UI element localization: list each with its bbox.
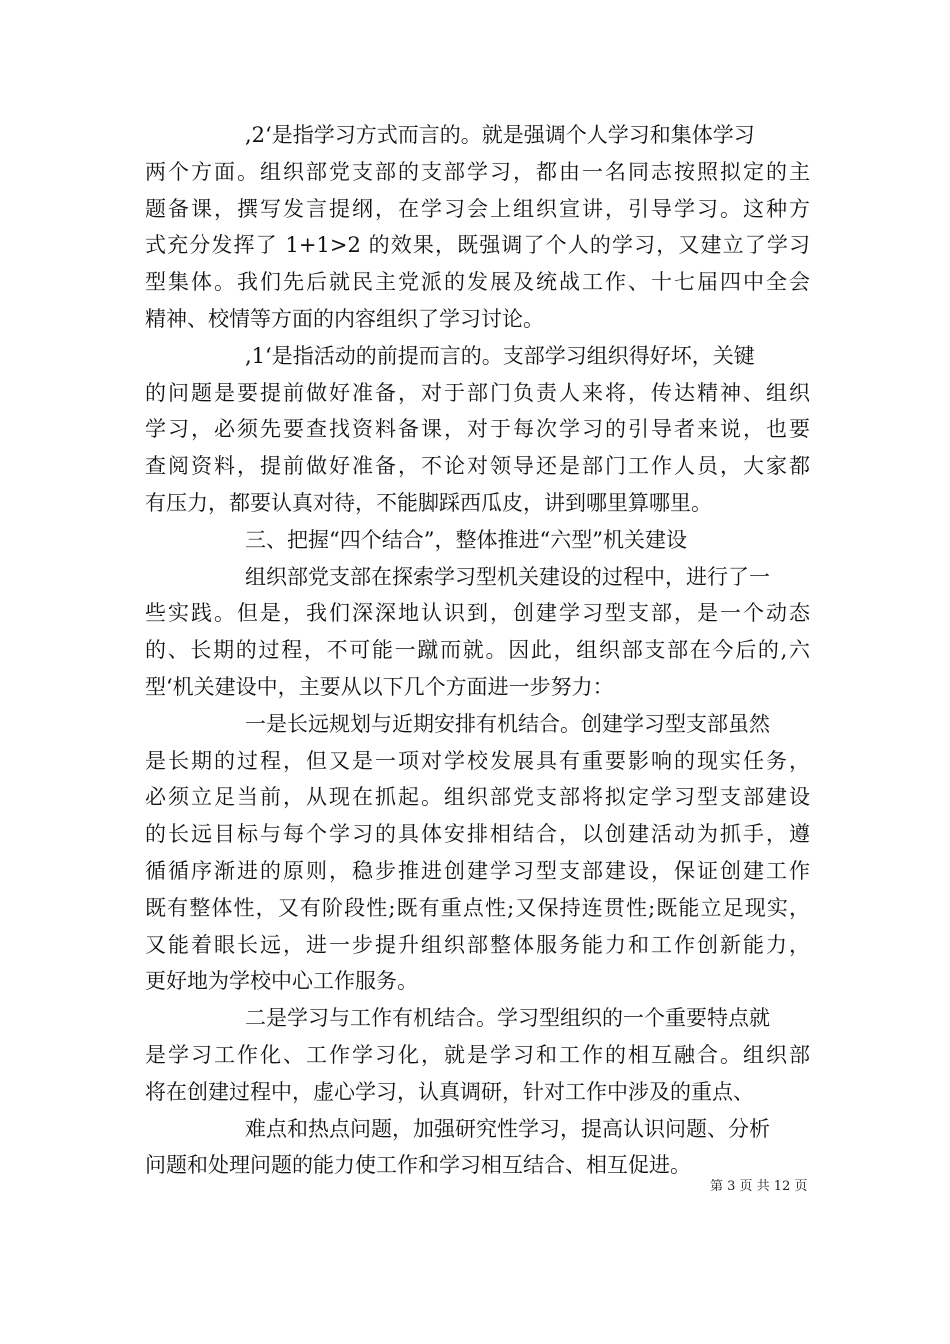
text-line: 三、把握“四个结合”，整体推进“六型”机关建设	[245, 527, 687, 552]
text-line: 些实践。但是，我们深深地认识到，创建学习型支部，是一个动态	[145, 601, 810, 626]
text-line: 更好地为学校中心工作服务。	[145, 969, 418, 994]
text-line: ,1‘是指活动的前提而言的。支部学习组织得好坏，关键	[245, 343, 755, 368]
text-line: 精神、校情等方面的内容组织了学习讨论。	[145, 306, 544, 331]
text-line: 问题和处理问题的能力使工作和学习相互结合、相互促进。	[145, 1153, 691, 1178]
text-line: 有压力，都要认真对待，不能脚踩西瓜皮，讲到哪里算哪里。	[145, 490, 712, 515]
text-line: 组织部党支部在探索学习型机关建设的过程中，进行了一	[245, 564, 770, 589]
text-line: 二是学习与工作有机结合。学习型组织的一个重要特点就	[245, 1006, 770, 1031]
text-line: 将在创建过程中，虚心学习，认真调研，针对工作中涉及的重点、	[145, 1079, 754, 1104]
page-number-footer: 第 3 页 共 12 页	[710, 1179, 808, 1194]
text-line: 的、长期的过程，不可能一蹴而就。因此，组织部支部在今后的,六	[145, 638, 810, 663]
text-line: 是长期的过程，但又是一项对学校发展具有重要影响的现实任务，	[145, 748, 810, 773]
text-line: 的问题是要提前做好准备，对于部门负责人来将，传达精神、组织	[145, 380, 810, 405]
text-line: 既有整体性，又有阶段性;既有重点性;又保持连贯性;既能立足现实，	[145, 895, 810, 920]
text-line: 必须立足当前，从现在抓起。组织部党支部将拟定学习型支部建设	[145, 785, 810, 810]
text-line: 题备课，撰写发言提纲，在学习会上组织宣讲，引导学习。这种方	[145, 196, 810, 221]
text-line: 循循序渐进的原则，稳步推进创建学习型支部建设，保证创建工作	[145, 858, 810, 883]
text-line: 两个方面。组织部党支部的支部学习，都由一名同志按照拟定的主	[145, 159, 810, 184]
text-line: 的长远目标与每个学习的具体安排相结合，以创建活动为抓手，遵	[145, 822, 810, 847]
text-line: 是学习工作化、工作学习化，就是学习和工作的相互融合。组织部	[145, 1042, 810, 1067]
text-line: 又能着眼长远，进一步提升组织部整体服务能力和工作创新能力，	[145, 932, 810, 957]
text-line: 型集体。我们先后就民主党派的发展及统战工作、十七届四中全会	[145, 270, 810, 295]
text-line: 一是长远规划与近期安排有机结合。创建学习型支部虽然	[245, 711, 770, 736]
text-line: 查阅资料，提前做好准备，不论对领导还是部门工作人员，大家都	[145, 454, 810, 479]
text-line: 型‘机关建设中，主要从以下几个方面进一步努力：	[145, 674, 614, 699]
text-line: 难点和热点问题，加强研究性学习，提高认识问题、分析	[245, 1116, 770, 1141]
text-line: 学习，必须先要查找资料备课，对于每次学习的引导者来说，也要	[145, 417, 810, 442]
document-body	[145, 117, 810, 1184]
text-line: 式充分发挥了 1+1>2 的效果，既强调了个人的学习，又建立了学习	[145, 233, 810, 258]
text-line: ,2‘是指学习方式而言的。就是强调个人学习和集体学习	[245, 123, 755, 147]
